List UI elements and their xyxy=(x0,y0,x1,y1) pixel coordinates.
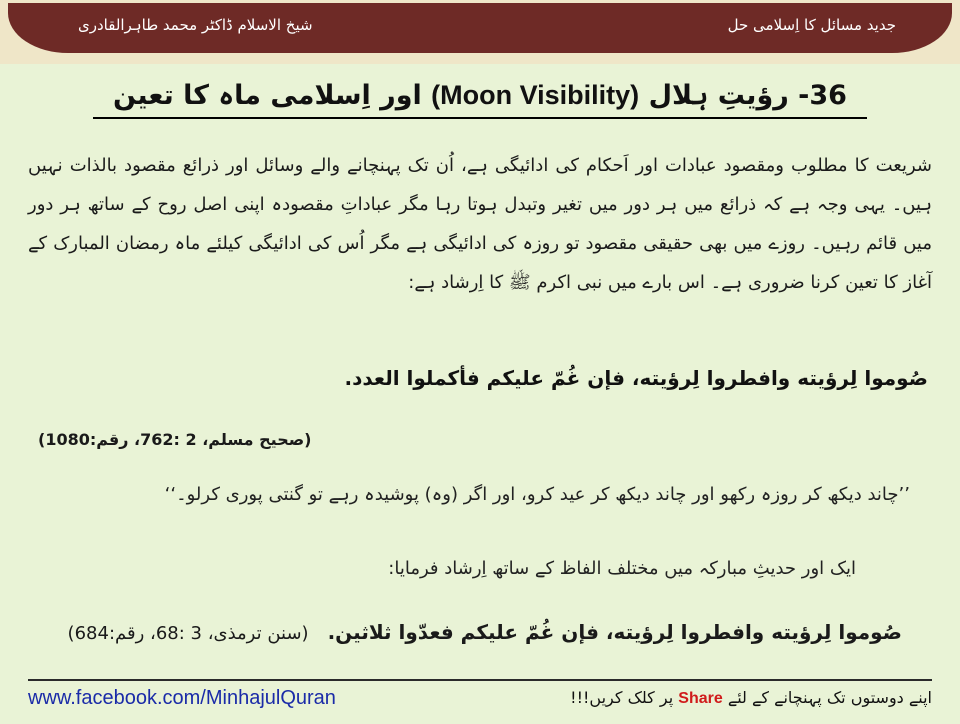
reference-2: (سنن ترمذی، 3 :68، رقم:684) xyxy=(67,623,309,644)
title-suffix: اور اِسلامی ماہ کا تعین xyxy=(113,80,422,111)
title-latin: (Moon Visibility) xyxy=(431,80,640,110)
share-prompt-before: اپنے دوستوں تک پہنچانے کے لئے xyxy=(727,688,932,707)
title-prefix: 36- رؤیتِ ہلال xyxy=(648,80,847,111)
footer-divider xyxy=(28,679,932,681)
hadith-line-2 xyxy=(68,620,902,644)
share-prompt-after: پر کلک کریں!!! xyxy=(570,688,674,707)
section-title xyxy=(93,76,867,119)
reference-1: (صحيح مسلم، 2 :762، رقم:1080) xyxy=(38,430,312,449)
book-title: جدید مسائل کا اِسلامی حل xyxy=(727,16,896,34)
body-paragraph: شریعت کا مطلوب ومقصود عبادات اور اَحکام کی ادائیگی ہے، اُن تک پہنچانے والے وسائل اور ذرائع مقصود بالذات نہیں ہیں۔ یہی وجہ ہے کہ ذرائع میں ہر دور میں تغیر وتبدل ہوتا رہا مگر عباداتِ مقصودہ اپنی اصل روح کے ساتھ ہر دور میں قائم رہیں۔ روزے میں بھی حقیقی مقصود تو روزہ کی ادائیگی ہے مگر اُس کی ادائیگی کیلئے ماہ رمضان المبارک کے آغاز کا تعین کرنا ضروری ہے۔ اس بارے میں نبی اکرم ﷺ کا اِرشاد ہے: xyxy=(28,155,932,293)
hadith-text-2: صُوموا لِرؤيته وافطروا لِرؤيته، فإن غُمّ عليكم فعدّوا ثلاثين. xyxy=(327,620,902,644)
author-name: شیخ الاسلام ڈاکٹر محمد طاہرالقادری xyxy=(78,16,313,34)
header-banner xyxy=(8,3,952,53)
section-title-wrapper xyxy=(0,76,960,132)
share-word[interactable]: Share xyxy=(678,690,723,707)
facebook-link[interactable]: www.facebook.com/MinhajulQuran xyxy=(28,687,336,709)
hadith-translation: ’’چاند دیکھ کر روزہ رکھو اور چاند دیکھ کر عید کرو، اور اگر (وہ) پوشیدہ رہے تو گنتی پوری کرلو۔‘‘ xyxy=(164,484,910,505)
page-header xyxy=(0,0,960,64)
share-prompt xyxy=(570,688,932,708)
second-hadith-intro: ایک اور حدیثِ مبارکہ میں مختلف الفاظ کے ساتھ اِرشاد فرمایا: xyxy=(388,558,856,579)
hadith-text-1: صُوموا لِرؤيته وافطروا لِرؤيته، فإن غُمّ عليكم فأكملوا العدد. xyxy=(344,366,928,390)
